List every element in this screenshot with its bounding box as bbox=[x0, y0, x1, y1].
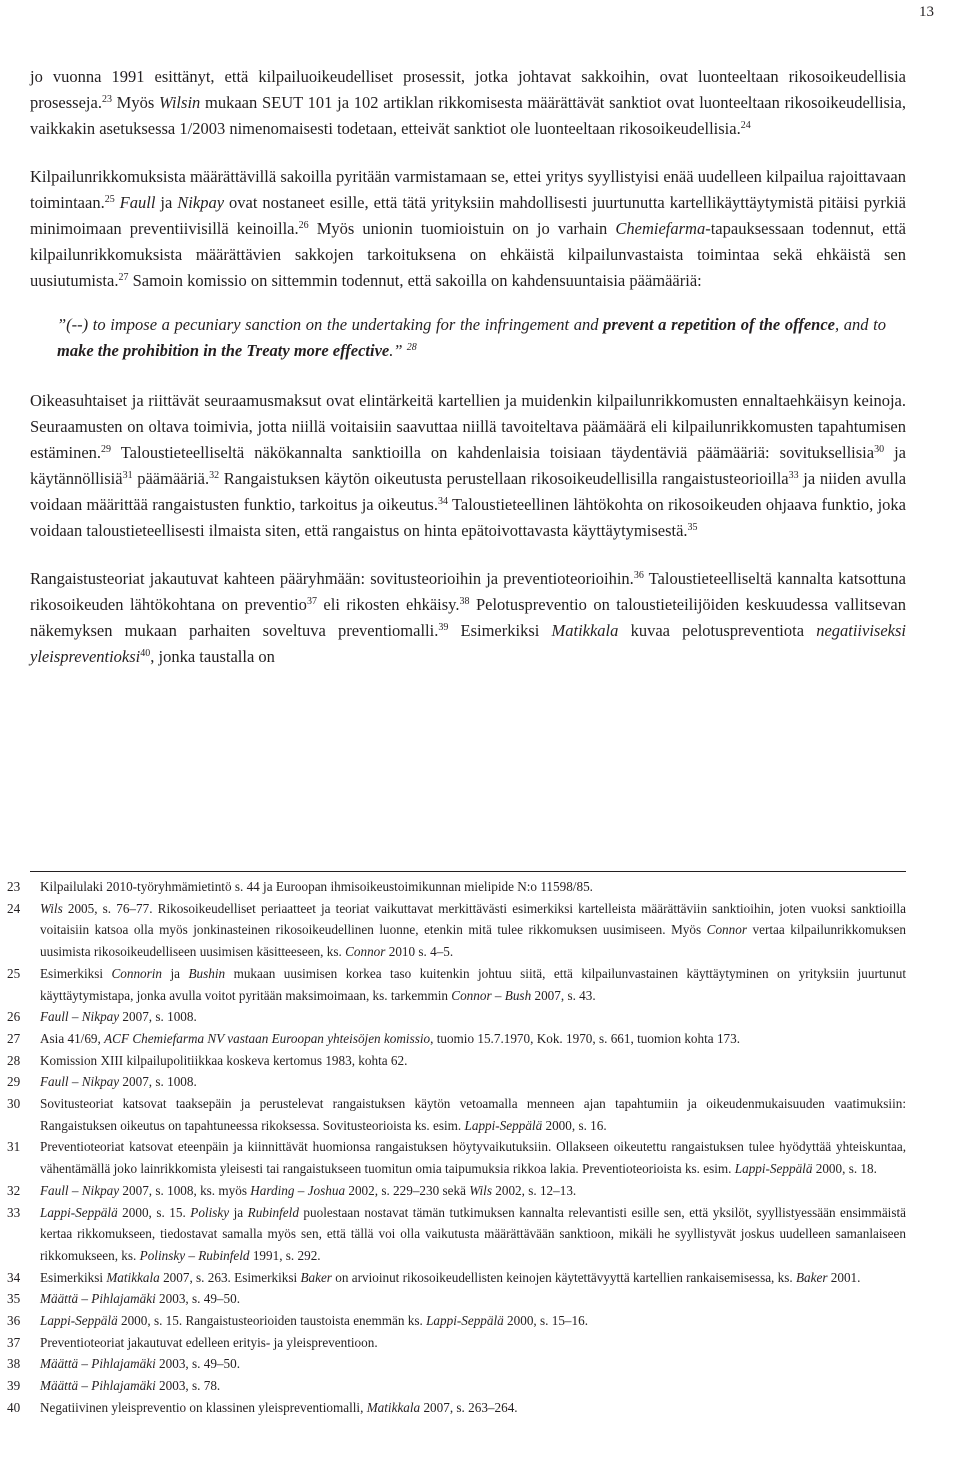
text: Pelotuspreventio on taloustieteilijöiden keskuudessa vallitsevan näkemyksen mukaan parhaiten soveltuva preventiomalli. bbox=[30, 595, 907, 640]
footnote-number: 34 bbox=[7, 1269, 21, 1285]
footnote-number: 39 bbox=[7, 1378, 21, 1394]
footnote-text: vertaa kilpailunrikkomuksen uusimista rikosoikeudelliseen uusimisen käsitteeseen, ks. bbox=[40, 922, 906, 960]
footnote-text: 2005, s. 76–77. Rikosoikeudelliset periaatteet ja teoriat vaikuttavat merkittävästi esimerkiksi kartelleista määrättäviin sanktioihin, joten vuoksi sanktioilla voitaisiin katsoa olla myös jonkinasteinen rikosoikeudellinen luonne, etenkin mitä tulee rikkomuksen uusimiseen. Myös bbox=[40, 900, 906, 938]
citation-author: Faull – Nikpay bbox=[40, 1074, 120, 1090]
footnote-text: Komission XIII kilpailupolitiikkaa koskeva kertomus 1983, kohta 62. bbox=[40, 1052, 408, 1068]
text: kuvaa pelotuspreventiota bbox=[618, 621, 817, 640]
case-name: ACF Chemiefarma NV vastaan Euroopan yhteisöjen komissio bbox=[104, 1030, 431, 1046]
footnote bbox=[0, 1397, 906, 1419]
footnote bbox=[0, 963, 906, 1006]
author-name: Faull bbox=[119, 193, 156, 212]
citation-author: Wils bbox=[40, 900, 63, 916]
footnote bbox=[0, 1093, 906, 1136]
footnote-text: Preventioteoriat jakautuvat edelleen erityis- ja yleispreventioon. bbox=[40, 1334, 378, 1350]
footnote-text: 2007, s. 263. Esimerkiksi bbox=[159, 1269, 301, 1285]
footnote-text: 2002, s. 12–13. bbox=[491, 1182, 577, 1198]
footnote bbox=[0, 1310, 906, 1332]
text: -tapauksessaan todennut, että kilpailunrikkomuksista määrättävien sakkojen tarkoituksena on ehkäistä kilpailunvastaista toimintaa sekä ehkäistä sen uusiutumista. bbox=[30, 219, 907, 290]
footnote-text: 2007, s. 1008. bbox=[119, 1074, 197, 1090]
citation-author: Määttä – Pihlajamäki bbox=[40, 1356, 156, 1372]
text: ja bbox=[155, 193, 178, 212]
text: Taloustieteellinen lähtökohta on rikosoikeuden ohjaava funktio, joka voidaan taloustieteellisesti ilmaista siten, että rangaistus on hinta epätoivottavasta käyttäytymisestä. bbox=[30, 495, 906, 540]
case-name: Chemiefarma bbox=[615, 219, 706, 238]
footnote-number: 28 bbox=[7, 1052, 21, 1068]
footnote bbox=[0, 1071, 906, 1093]
text: eli rikosten ehkäisy. bbox=[316, 595, 460, 614]
citation-author: Faull – Nikpay bbox=[40, 1009, 120, 1025]
footnote-number: 38 bbox=[7, 1356, 21, 1372]
footnote-text: Sovitusteoriat katsovat taaksepäin ja perustelevat rangaistuksen käytön vetoamalla menneen ajan tapahtumiin ja oikeudenmukaisuuden vaatimuksiin: Rangaistuksen oikeutus on tapahtuneessa rikoksessa. Sovitusteorioista ks. esim. bbox=[40, 1096, 906, 1133]
quote-emphasis: prevent a repetition of the offence bbox=[603, 315, 835, 334]
paragraph-1 bbox=[30, 64, 906, 142]
footnote-ref: 30 bbox=[874, 444, 885, 455]
footnote-text: 2003, s. 49–50. bbox=[155, 1356, 241, 1372]
citation-author: Lappi-Seppälä bbox=[40, 1313, 118, 1329]
footnote-ref: 25 bbox=[104, 194, 115, 205]
citation-author: Polisky bbox=[190, 1204, 230, 1220]
footnote-text: on arvioinut rikosoikeudellisten keinojen käytettävyyttä kartellien rankaisemisessa, ks. bbox=[331, 1269, 796, 1285]
text: Oikeasuhtaiset ja riittävät seuraamusmaksut ovat elintärkeitä kartellien ja muidenkin kilpailunrikkomusten ennaltaehkäisyn keinoja. Seuraamusten on oltava toimivia, jotta niillä voitaisiin saavuttaa niillä tavoiteltava päämäärä eli kilpailunrikkomusten tapahtumisen estäminen. bbox=[30, 391, 906, 462]
citation-author: Connorin bbox=[111, 965, 163, 981]
text: mukaan SEUT 101 ja 102 artiklan rikkomisesta määrättävät sanktiot ovat luonteeltaan rikosoikeudellisia, vaikkakin asetuksessa 1/2003 nimenomaisesti todetaan, etteivät sanktiot ole luonteeltaan rikosoikeudellisia. bbox=[30, 93, 907, 138]
footnote-number: 35 bbox=[7, 1291, 21, 1307]
footnote bbox=[0, 1375, 906, 1397]
footnote-text: mukaan uusimisen korkea taso kuitenkin johtuu siitä, että kilpailunvastainen käyttäytyminen on yrityksiin juurtunut käyttäytymistapa, jonka avulla voitot pyritään maksimoimaan, ks. tarkemmin bbox=[40, 965, 906, 1003]
footnote bbox=[0, 1353, 906, 1375]
footnote bbox=[0, 1180, 906, 1202]
quote-emphasis: make the prohibition in the Treaty more effective bbox=[57, 341, 390, 360]
citation-author: Faull – Nikpay bbox=[40, 1182, 120, 1198]
footnote-number: 25 bbox=[7, 965, 21, 981]
footnote-ref: 31 bbox=[122, 470, 133, 481]
citation-author: Määttä – Pihlajamäki bbox=[40, 1378, 156, 1394]
footnote-text: ja bbox=[229, 1204, 248, 1220]
footnote-text: , tuomio 15.7.1970, Kok. 1970, s. 661, tuomion kohta 173. bbox=[430, 1030, 741, 1046]
citation-author: Baker bbox=[300, 1269, 332, 1285]
footnote-text: Kilpailulaki 2010-työryhmämietintö s. 44 ja Euroopan ihmisoikeustoimikunnan mielipide N:o 11598/85. bbox=[40, 879, 593, 894]
footnote-text: 2003, s. 78. bbox=[155, 1378, 221, 1394]
footnote bbox=[0, 1028, 906, 1050]
footnote-text: 2000, s. 16. bbox=[542, 1117, 607, 1133]
footnotes bbox=[0, 876, 960, 1419]
footnote-text: 2000, s. 18. bbox=[812, 1161, 877, 1177]
footnote bbox=[0, 898, 906, 963]
quote-text: .” bbox=[389, 341, 403, 360]
footnote-text: 2001. bbox=[827, 1269, 861, 1285]
citation-author: Wils bbox=[469, 1182, 492, 1198]
footnote-ref: 39 bbox=[438, 622, 449, 633]
paragraph-4 bbox=[30, 566, 906, 670]
text: ja käytännöllisiä bbox=[30, 443, 906, 488]
citation-author: Lappi-Seppälä bbox=[40, 1204, 118, 1220]
footnote-number: 26 bbox=[7, 1009, 21, 1025]
text: Rangaistusteoriat jakautuvat kahteen pääryhmään: sovitusteorioihin ja preventioteorioihin. bbox=[30, 569, 634, 588]
text: päämääriä. bbox=[132, 469, 210, 488]
citation-author: Määttä – Pihlajamäki bbox=[40, 1291, 156, 1307]
footnote-number: 37 bbox=[7, 1334, 21, 1350]
footnote-text: 2000, s. 15. Rangaistusteorioiden taustoista enemmän ks. bbox=[117, 1313, 427, 1329]
footnote-number: 30 bbox=[7, 1096, 21, 1112]
text: Esimerkiksi bbox=[448, 621, 552, 640]
footnote-text: 2007, s. 1008, ks. myös bbox=[119, 1182, 251, 1198]
footnote-number: 33 bbox=[7, 1204, 21, 1220]
footnote-text: 2003, s. 49–50. bbox=[155, 1291, 241, 1307]
quote-text: , and to bbox=[835, 315, 886, 334]
text: Taloustieteelliseltä näkökannalta sanktioilla on kahdenlaisia toisiaan täydentäviä päämääriä: sovituksellisia bbox=[111, 443, 875, 462]
footnote-text: 2007, s. 263–264. bbox=[420, 1399, 518, 1415]
footnote-ref: 37 bbox=[306, 596, 317, 607]
body-text bbox=[30, 64, 906, 692]
text: ja niiden avulla voidaan määrittää rangaistusten funktio, tarkoitus ja oikeutus. bbox=[30, 469, 907, 514]
citation-author: Baker bbox=[795, 1269, 828, 1285]
text: , jonka taustalla on bbox=[150, 647, 275, 666]
footnote-ref: 40 bbox=[140, 648, 151, 659]
text: Kilpailunrikkomuksista määrättävillä sakoilla pyritään varmistamaan se, ettei yritys syyllistyisi enää uudelleen kilpailua rajoittavaan toimintaan. bbox=[30, 167, 906, 212]
footnote-ref: 34 bbox=[437, 496, 448, 507]
footnote-text: 2000, s. 15. bbox=[117, 1204, 191, 1220]
footnote-ref: 36 bbox=[633, 570, 644, 581]
footnote-ref: 29 bbox=[101, 444, 112, 455]
footnote-text: 2007, s. 43. bbox=[531, 987, 596, 1003]
citation-author: Connor bbox=[706, 922, 747, 938]
page-number: 13 bbox=[919, 4, 934, 20]
footnote bbox=[0, 1267, 906, 1289]
footnote-text: 1991, s. 292. bbox=[249, 1247, 321, 1263]
citation-author: Matikkala bbox=[106, 1269, 160, 1285]
footnote bbox=[0, 1050, 906, 1072]
footnote-ref: 35 bbox=[687, 522, 698, 533]
footnote-ref: 32 bbox=[209, 470, 220, 481]
footnote-ref: 28 bbox=[406, 342, 417, 353]
footnote-number: 36 bbox=[7, 1313, 21, 1329]
text: Taloustieteelliseltä kannalta katsottuna rikosoikeuden lähtökohtana on preventio bbox=[30, 569, 906, 614]
text: Myös bbox=[111, 93, 160, 112]
footnote-text: Esimerkiksi bbox=[40, 1269, 107, 1285]
footnote-text: Esimerkiksi bbox=[40, 965, 112, 981]
author-name: Matikkala bbox=[551, 621, 619, 640]
citation-author: Lappi-Seppälä bbox=[734, 1161, 813, 1177]
citation-author: Polinsky – Rubinfeld bbox=[139, 1247, 250, 1263]
citation-author: Lappi-Seppälä bbox=[426, 1313, 504, 1329]
footnote-number: 31 bbox=[7, 1139, 21, 1155]
footnote-ref: 33 bbox=[788, 470, 799, 481]
footnote-text: Asia 41/69, bbox=[40, 1030, 105, 1046]
text: Samoin komissio on sittemmin todennut, että sakoilla on kahdensuuntaisia päämääriä: bbox=[128, 271, 702, 290]
footnote-ref: 26 bbox=[298, 220, 309, 231]
citation-author: Connor bbox=[345, 944, 386, 960]
footnote-text: Negatiivinen yleispreventio on klassinen yleispreventiomalli, bbox=[40, 1399, 367, 1415]
text: Rangaistuksen käytön oikeutusta perustellaan rikosoikeudellisilla rangaistusteorioilla bbox=[219, 469, 789, 488]
footnote-text: Preventioteoriat katsovat eteenpäin ja kiinnittävät huomionsa rangaistuksen höytyvaikutuksiin. Ollakseen oikeutettu rangaistuksen tulee hyödyttää yhteiskuntaa, vähentämällä joko lainrikkomista yleisesti tai rangaistukseen tuomitun omia taipumuksia rikkoa lakia. Preventioteorioista ks. esim. bbox=[40, 1139, 906, 1177]
footnote-ref: 23 bbox=[101, 94, 112, 105]
emphasis: negatiiviseksi yleispreventioksi bbox=[30, 621, 906, 666]
footnote-ref: 38 bbox=[459, 596, 470, 607]
footnote-number: 32 bbox=[7, 1182, 21, 1198]
footnote-number: 24 bbox=[7, 900, 21, 916]
footnote-text: 2007, s. 1008. bbox=[119, 1009, 197, 1025]
footnote bbox=[0, 1332, 906, 1354]
citation-author: Lappi-Seppälä bbox=[464, 1117, 543, 1133]
footnote-number: 23 bbox=[7, 879, 21, 894]
footnote-divider bbox=[30, 871, 906, 872]
footnote-ref: 24 bbox=[740, 120, 751, 131]
footnote-ref: 27 bbox=[118, 272, 129, 283]
citation-author: Matikkala bbox=[366, 1399, 421, 1415]
text: ovat nostaneet esille, että tätä yrityksiin mahdollisesti juurtunutta kartellikäyttäytymistä pitäisi pyrkiä minimoimaan preventiivisillä keinoilla. bbox=[30, 193, 906, 238]
footnote bbox=[0, 1288, 906, 1310]
citation-author: Harding – Joshua bbox=[250, 1182, 346, 1198]
footnote bbox=[0, 1136, 906, 1179]
text: jo vuonna 1991 esittänyt, että kilpailuoikeudelliset prosessit, jotka johtavat sakkoihin, ovat luonteeltaan rikosoikeudellisia prosesseja. bbox=[30, 67, 906, 112]
footnote bbox=[0, 1006, 906, 1028]
author-name: Nikpay bbox=[177, 193, 225, 212]
footnote-text: 2010 s. 4–5. bbox=[385, 944, 454, 960]
author-name: Wilsin bbox=[159, 93, 201, 112]
quote-text: ”(--) to impose a pecuniary sanction on the undertaking for the infringement and bbox=[57, 315, 604, 334]
citation-author: Rubinfeld bbox=[247, 1204, 299, 1220]
footnote bbox=[0, 1202, 906, 1267]
block-quote bbox=[57, 312, 906, 364]
footnote-text: 2002, s. 229–230 sekä bbox=[345, 1182, 470, 1198]
paragraph-3 bbox=[30, 388, 906, 544]
footnote-number: 29 bbox=[7, 1074, 21, 1090]
footnote-text: 2000, s. 15–16. bbox=[503, 1313, 589, 1329]
paragraph-2 bbox=[30, 164, 906, 294]
citation-author: Connor – Bush bbox=[451, 987, 532, 1003]
footnote-text: ja bbox=[162, 965, 189, 981]
footnote-text: puolestaan nostavat tämän tutkimuksen kannalta relevantisti esille sen, että yksilöt, syyllistyessään ensimmäistä kertaa rikkomukseen, tiedostavat samalla myös sen, että tällä voi olla vaikutusta määrättävään sanktioon, mikäli he syyllistyvät joskus uudelleen samanlaiseen rikkomukseen, ks. bbox=[40, 1204, 906, 1263]
citation-author: Bushin bbox=[188, 965, 226, 981]
footnote bbox=[0, 876, 906, 898]
text: Myös unionin tuomioistuin on jo varhain bbox=[308, 219, 616, 238]
footnote-number: 27 bbox=[7, 1030, 21, 1046]
footnote-number: 40 bbox=[7, 1399, 21, 1415]
